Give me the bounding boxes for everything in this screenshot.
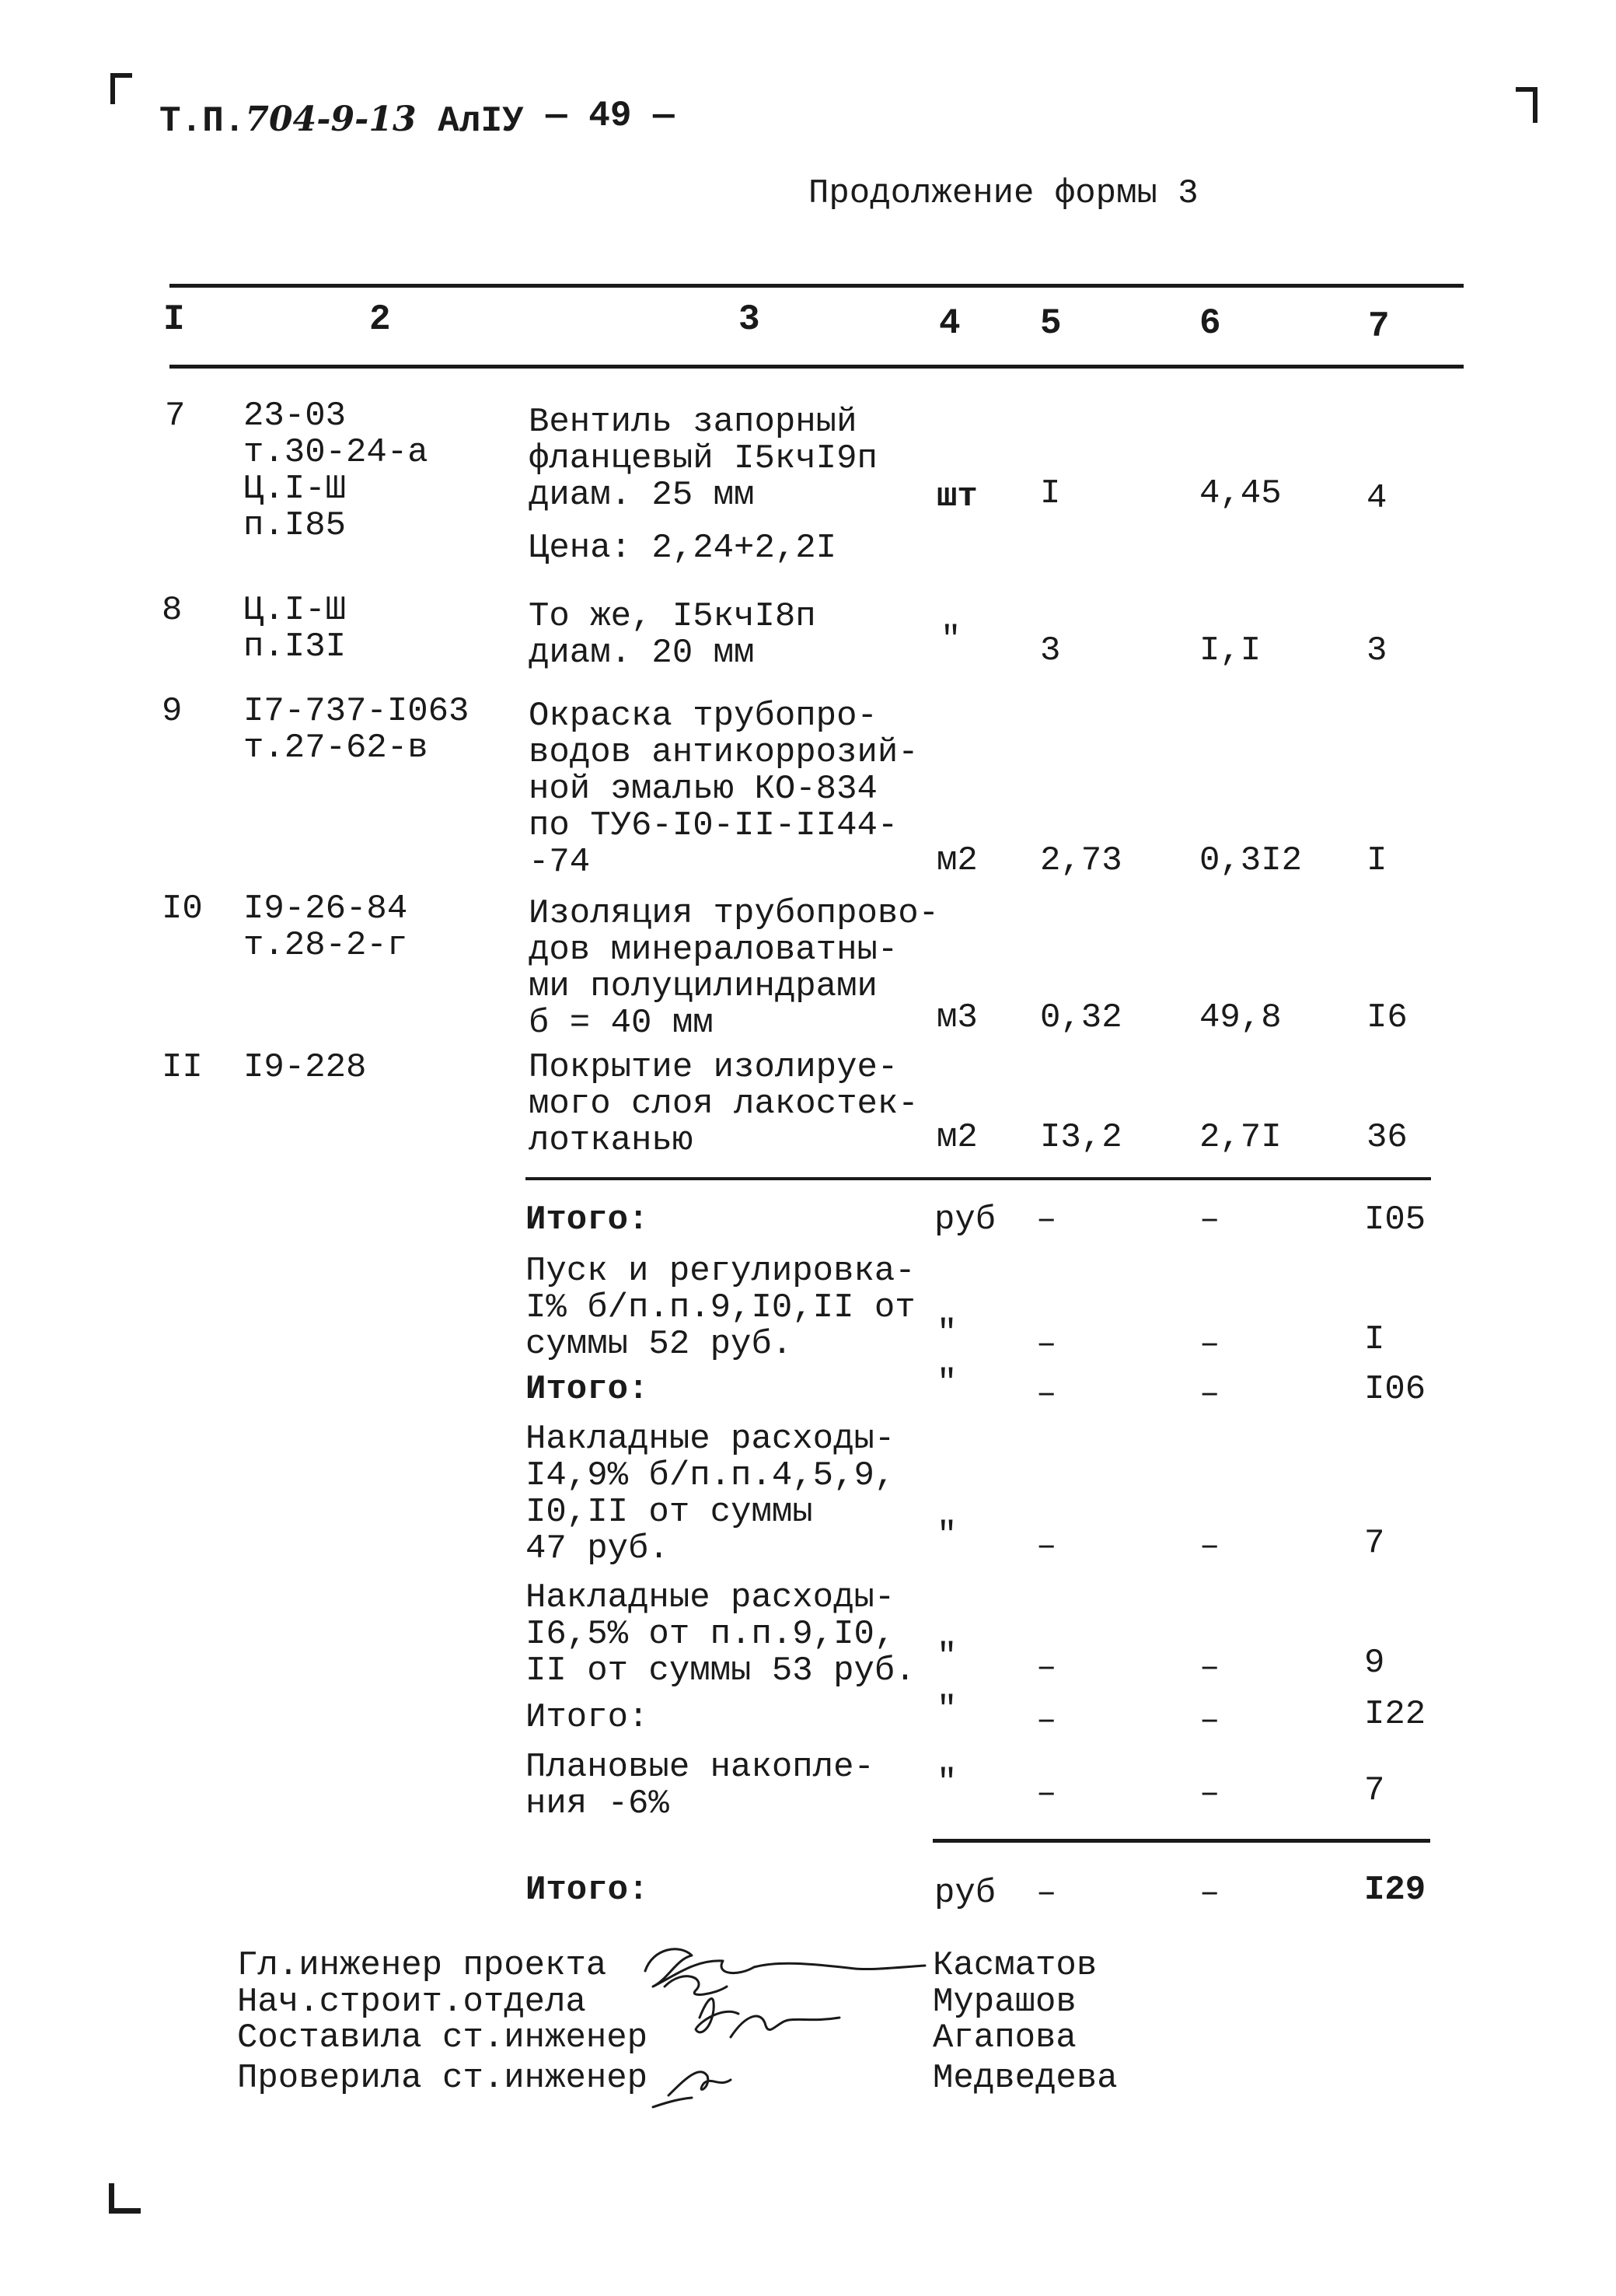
corner-mark-bottom-left <box>109 2183 141 2214</box>
row-unit: м2 <box>937 1118 978 1157</box>
summary-unit: " <box>937 1364 958 1403</box>
row-unit: м3 <box>937 998 978 1037</box>
col-header-4: 4 <box>939 303 961 344</box>
row-total: 3 <box>1366 631 1387 670</box>
summary-total: 7 <box>1364 1771 1385 1810</box>
grand-total-qty: – <box>1036 1874 1057 1913</box>
row-qty: 0,32 <box>1040 998 1122 1037</box>
page-number: — 49 — <box>546 96 675 136</box>
summary-unit: руб <box>934 1200 996 1239</box>
row-total: 36 <box>1366 1118 1408 1157</box>
summary-total: I22 <box>1364 1695 1426 1734</box>
row-code: I7-737-I063 т.27-62-в <box>243 692 469 767</box>
summary-qty: – <box>1036 1200 1057 1239</box>
form-continuation-title: Продолжение формы 3 <box>808 174 1199 213</box>
signature-name: Медведева <box>933 2059 1118 2098</box>
summary-qty: – <box>1036 1774 1057 1813</box>
summary-cost: – <box>1199 1325 1220 1364</box>
signature-name: Агапова <box>933 2018 1077 2057</box>
summary-text: Плановые накопле- ния -6% <box>525 1748 874 1823</box>
summary-total: I <box>1364 1320 1385 1359</box>
summary-total: I06 <box>1364 1370 1426 1409</box>
row-unit: шт <box>937 477 978 516</box>
row-number: 9 <box>162 692 183 731</box>
summary-qty: – <box>1036 1648 1057 1687</box>
signature-name: Касматов <box>933 1946 1098 1985</box>
col-header-7: 7 <box>1368 306 1390 347</box>
summary-unit: " <box>937 1516 958 1555</box>
grand-total-cost: – <box>1199 1874 1220 1913</box>
row-qty: 2,73 <box>1040 841 1122 880</box>
table-header-bottom-rule <box>169 365 1464 369</box>
signature-role: Гл.инженер проекта <box>237 1946 607 1985</box>
summary-qty: – <box>1036 1375 1057 1414</box>
corner-mark-top-left <box>110 73 132 104</box>
col-header-1: I <box>163 299 185 340</box>
signature-role: Проверила ст.инженер <box>237 2059 648 2098</box>
row-price: Цена: 2,24+2,2I <box>529 529 837 568</box>
row-cost: 0,3I2 <box>1199 841 1303 880</box>
row-total: I6 <box>1366 998 1408 1037</box>
row-description: То же, I5кчI8п диам. 20 мм <box>529 597 816 673</box>
grand-total-rule <box>933 1839 1430 1843</box>
row-cost: 4,45 <box>1199 474 1282 513</box>
handwritten-signatures <box>622 1913 948 2130</box>
summary-cost: – <box>1199 1200 1220 1239</box>
summary-text: Пуск и регулировка- I% б/п.п.9,I0,II от суммы 52 руб. <box>525 1252 916 1364</box>
grand-total-text: Итого: <box>525 1871 649 1910</box>
row-qty: 3 <box>1040 631 1061 670</box>
summary-cost: – <box>1199 1774 1220 1813</box>
row-code: I9-26-84 т.28-2-г <box>243 889 408 965</box>
col-header-2: 2 <box>369 299 391 340</box>
summary-qty: – <box>1036 1701 1057 1740</box>
grand-total-unit: руб <box>934 1874 996 1913</box>
row-description: Вентиль запорный фланцевый I5кчI9п диам. 25 мм <box>529 403 878 515</box>
code-handwritten: 704-9-13 <box>245 100 417 139</box>
summary-top-rule <box>525 1177 1431 1180</box>
summary-unit: " <box>937 1690 958 1729</box>
summary-text: Итого: <box>525 1370 649 1409</box>
row-number: II <box>162 1048 203 1087</box>
signature-role: Составила ст.инженер <box>237 2018 648 2057</box>
grand-total-value: I29 <box>1364 1871 1426 1910</box>
row-description: Окраска трубопро- водов антикоррозий- ной эмалью КО-834 по ТУ6-I0-II-II44- -74 <box>529 697 919 882</box>
summary-qty: – <box>1036 1527 1057 1566</box>
row-unit: " <box>941 620 962 659</box>
summary-total: I05 <box>1364 1200 1426 1239</box>
row-cost: I,I <box>1199 631 1262 670</box>
summary-unit: " <box>937 1763 958 1802</box>
row-total: 4 <box>1366 479 1387 518</box>
row-code: I9-228 <box>243 1048 367 1087</box>
summary-text: Итого: <box>525 1200 649 1239</box>
row-description: Изоляция трубопрово- дов минераловатны- ми полуцилиндрами б = 40 мм <box>529 894 940 1043</box>
col-header-6: 6 <box>1199 303 1221 344</box>
summary-total: 7 <box>1364 1524 1385 1563</box>
summary-cost: – <box>1199 1527 1220 1566</box>
col-header-3: 3 <box>738 299 760 340</box>
row-total: I <box>1366 841 1387 880</box>
document-code <box>159 101 524 140</box>
summary-cost: – <box>1199 1375 1220 1414</box>
summary-total: 9 <box>1364 1644 1385 1683</box>
row-cost: 49,8 <box>1199 998 1282 1037</box>
table-top-rule <box>169 284 1464 288</box>
row-code: 23-03 т.30-24-а Ц.I-Ш п.I85 <box>243 397 428 545</box>
row-number: I0 <box>162 889 203 928</box>
summary-unit: " <box>937 1314 958 1353</box>
summary-qty: – <box>1036 1325 1057 1364</box>
summary-unit: " <box>937 1637 958 1676</box>
summary-text: Итого: <box>525 1698 649 1737</box>
row-number: 7 <box>165 397 186 435</box>
row-code: Ц.I-Ш п.I3I <box>243 591 347 666</box>
code-suffix: АлIУ <box>438 101 524 142</box>
signature-name: Мурашов <box>933 1983 1077 2022</box>
row-number: 8 <box>162 591 183 630</box>
col-header-5: 5 <box>1040 303 1062 344</box>
code-prefix: Т.П. <box>159 101 246 142</box>
row-cost: 2,7I <box>1199 1118 1282 1157</box>
summary-text: Накладные расходы- I4,9% б/п.п.4,5,9, I0,II от суммы 47 руб. <box>525 1420 895 1568</box>
signature-role: Нач.строит.отдела <box>237 1983 586 2022</box>
row-qty: I3,2 <box>1040 1118 1122 1157</box>
summary-cost: – <box>1199 1701 1220 1740</box>
row-unit: м2 <box>937 841 978 880</box>
summary-cost: – <box>1199 1648 1220 1687</box>
row-description: Покрытие изолируе- мого слоя лакостек- лотканью <box>529 1048 919 1160</box>
summary-text: Накладные расходы- I6,5% от п.п.9,I0, II от суммы 53 руб. <box>525 1578 916 1690</box>
corner-mark-top-right <box>1516 87 1537 123</box>
row-qty: I <box>1040 474 1061 513</box>
